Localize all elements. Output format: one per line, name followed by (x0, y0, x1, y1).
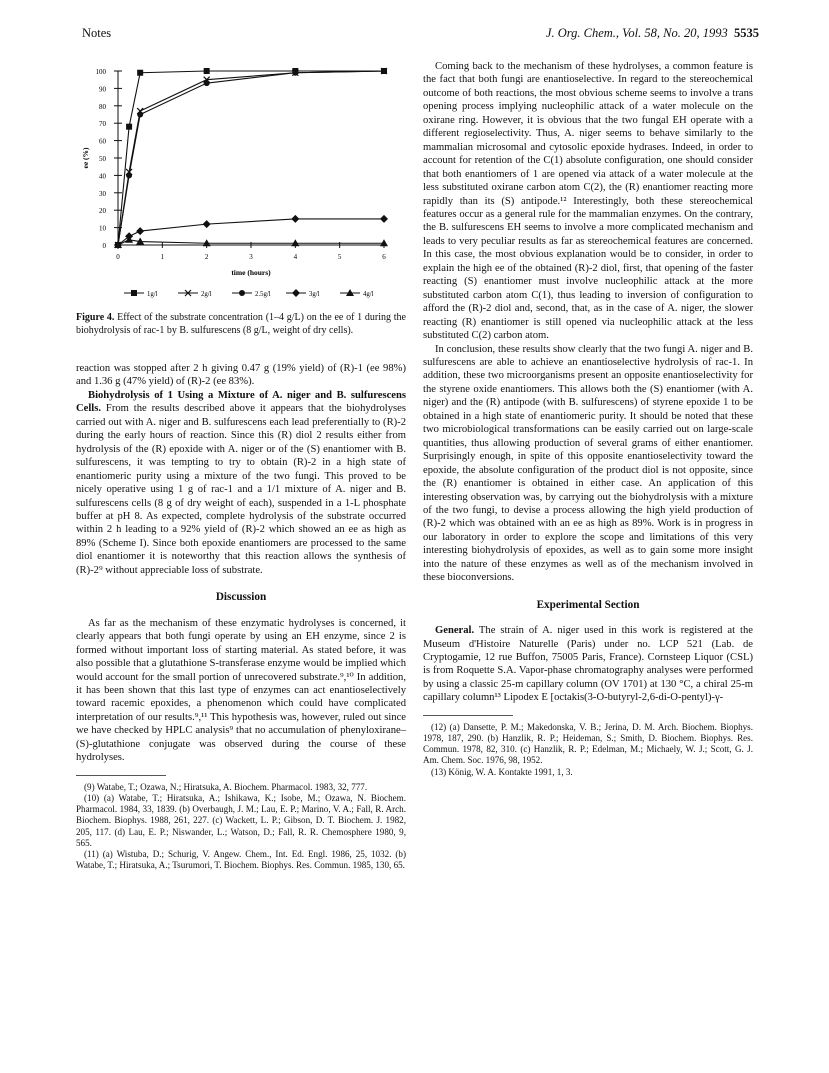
figure-caption-text: Effect of the substrate concentration (1–4 g/L) on the ee of 1 during the biohydrolysis of rac-1 by B. sulfurescens (8 g/L, weight of dry cells). (76, 312, 407, 336)
data-point (381, 68, 387, 74)
y-tick-label: 30 (99, 189, 106, 198)
data-point (137, 112, 143, 118)
footnote: (12) (a) Dansette, P. M.; Makedonska, V. B.; Jerina, D. M. Arch. Biochem. Biophys. 1978, 187, 290. (b) Hanzlik, R. P.; Heideman, S.; Smith, D. Biochem. Biophys. Res. Commun. 1978, 82, 310. (c) Hanzlik, R. P.; Edelman, M.; Michaely, W. J.; Scott, G. J. Am. Chem. Soc. 1976, 98, 1952. (423, 721, 753, 766)
x-tick-label: 4 (293, 253, 298, 261)
y-tick-label: 20 (99, 207, 106, 216)
subsection-heading: General. (435, 625, 475, 637)
data-point (136, 227, 144, 235)
legend-marker (239, 290, 245, 296)
ee-vs-time-chart (76, 55, 406, 310)
footnote-divider (76, 775, 166, 776)
y-tick-label: 10 (99, 224, 106, 233)
x-axis-title: time (hours) (231, 268, 271, 277)
paragraph (423, 624, 753, 705)
data-point (126, 124, 132, 130)
data-point (203, 220, 211, 228)
legend-label: 2.5g/l (255, 291, 271, 298)
x-tick-label: 2 (204, 253, 209, 261)
series-line-3 (118, 219, 384, 245)
paragraph: reaction was stopped after 2 h giving 0.47 g (19% yield) of (R)-1 (ee 98%) and 1.36 g (47% yield) of (R)-2 (ee 83%). (76, 363, 406, 388)
paragraph: Coming back to the mechanism of these hydrolyses, a common feature is the fact that both fungi are enantioselective. In regard to the stereochemical outcome of both reactions, the most obvious scheme seems to involve a trans opening process implying nucleophilic attack of a water molecule on the oxirane ring. However, it is obvious that the two fungal EH operate with a different regioselectivity. Thus, A. niger seems to behave similarly to the mammalian microsomal and cytosolic epoxide hydrases. Indeed, in order to account for retention of the C(1) absolute configuration, one should consider that both enantiomers of 1 are opened via attack of a water molecule at the less substituted oxirane carbon atom C(2), the (R) enantiomer reacting more rapidly than its (S) antipode.¹² Interestingly, both these stereochemical features occur as a general rule for the mammalian enzymes. On the contrary, the B. sulfurescens EH seems to involve a more complicated mechanism and leads to very peculiar results as far as stereochemical features are concerned. In this case, the most obvious explanation would be to consider, in order to explain the high ee of the obtained (R)-2 diol, first, that opening of the faster reacting (S) enantiomer must involve nucleophilic attack at the more substituted carbon atom C(1), thus leading to inversion of configuration to afford the (R)-2 diol and, second, that, as in the case of A. niger, the slower reacting (R) enantiomer is still opened via nucleophilic attack at the less substituted C(2) carbon atom. (423, 61, 753, 342)
y-tick-label: 0 (102, 242, 106, 250)
footnote: (13) König, W. A. Kontakte 1991, 1, 3. (431, 766, 573, 777)
right-column (423, 60, 753, 778)
section-heading-experimental: Experimental Section (536, 598, 640, 611)
figure-caption (76, 312, 406, 337)
data-point (292, 70, 298, 76)
paragraph-text: The strain of A. niger used in this work is registered at the Museum d'Histoire Naturelle (Paris) under no. LCP 521 (Lab. de Cryptogamie, 12 rue Buffon, 75005 Paris, France). Cornsteep Liquor (CSL) is from Roquette S.A. Vapor-phase chromatography analyses were performed by using a classic 25-m capillary column (OV 1701) at 130 °C, a chiral 25-m capillary column¹³ Lipodex E [octakis(3-O-butyryl-2,6-di-O-pentyl)-γ- (423, 625, 753, 704)
footnote: (9) Watabe, T.; Ozawa, N.; Hiratsuka, A. Biochem. Pharmacol. 1983, 32, 777. (84, 781, 368, 792)
journal-citation: J. Org. Chem., Vol. 58, No. 20, 1993 (545, 26, 728, 40)
legend-marker (131, 290, 137, 296)
legend-label: 2g/l (201, 291, 212, 298)
paragraph: In conclusion, these results show clearly that the two fungi A. niger and B. sulfurescens are able to achieve an enantioselective hydrolysis of rac-1. In addition, these two microorganisms present an opposite enantioselectivity for the styrene oxide enantiomers. This allows both the (S) enantiomer (with A. niger) and the (R) antipode (with B. sulfurescens) of styrene epoxide 1 to be obtained in a high state of enantiomeric purity. It should be noted that these two microbiological transformations can be easily carried out on large-scale quantities, thus allowing production of several grams of either enantiomer. Surprisingly enough, in spite of this opposite enantioselectivity toward the epoxide, the absolute configuration of the product diol is not opposite, since the (R) enantiomer is obtained in either case. An application of this interesting observation was, by carrying out the biohydrolysis with a mixture of the two fungi, to devise a process allowing the high yield production of (R)-2 which was obtained with an ee as high as 89%. Work is in progress in our laboratory in order to explore the scope and limitations of this very interesting biohydrolysis of epoxides, as well as to gain some more insight into the nature of these enzymes as well as of the mechanism involved in these bioconversions. (423, 343, 753, 584)
y-tick-label: 100 (95, 68, 106, 76)
footnote: (10) (a) Watabe, T.; Hiratsuka, A.; Ishikawa, K.; Isobe, M.; Ozawa, N. Biochem. Pharmacol. 1984, 33, 1839. (b) Overbaugh, J. M.; Lau, E. P.; Marino, V. A.; Fall, R. Arch. Biochem. Biophys. 1988, 261, 227. (c) Wackett, L. P.; Gibson, D. T. Biochem. J. 1982, 205, 117. (d) Lau, E. P.; Niswander, L.; Watson, D.; Fall, R. R. Chemosphere 1980, 9, 565. (76, 792, 406, 848)
data-point (291, 215, 299, 223)
subsection-heading: Biohydrolysis of 1 Using a Mixture of A. niger and B. sulfurescens Cells. (76, 389, 406, 415)
y-tick-label: 60 (99, 137, 106, 146)
paragraph-text: From the results described above it appears that the biohydrolyses carried out with A. niger and B. sulfurescens each lead preferentially to (R)-2 during the early hours of reaction. Since this (R) diol 2 results either from hydrolysis of the (R) epoxide with A. niger or of the (S) enantiomer with B. sulfurescens, it was tempting to try to obtain (R)-2 in a high state of enantiomeric purity using a mixture of the two fungi. This proved to be nicely operative using 1 g of rac-1 and a 1/1 mixture of A. niger and B. sulfurescens cells (8 g of dry weight of each), suspended in a 1-L phosphate buffer at pH 8. As expected, complete hydrolysis of the substrate occurred within 2 h leading to a 92% yield of (R)-2 which showed an ee as high as 89% (Scheme I). Since both epoxide enantiomers are processed to the same diol enantiomer it is noteworthy that this reaction allows the synthesis of (R)-2⁹ without appreciable loss of substrate. (76, 403, 406, 576)
data-point (380, 215, 388, 223)
legend-label: 3g/l (309, 291, 320, 298)
paragraph: As far as the mechanism of these enzymatic hydrolyses is concerned, it clearly appears that both fungi operate by using an EH enzyme, since 2 is formed without important loss of starting material. As stated before, it was also possible that a glutathione S-transferase enzyme would be implied which would account for the small portion of unrecovered substrate.⁹,¹⁰ In addition, it has been shown that this last type of enzymes can act enantioselectively toward racemic epoxides, a phenomenon which could have complicated interpretation of our results.⁹,¹¹ This hypothesis was, however, ruled out since we have checked by HPLC analysis⁹ that no accumulation of phenyloxirane–(S)-glutathione conjugate was observed during the course of these hydrolyses. (76, 617, 406, 764)
legend-marker (292, 289, 300, 297)
running-header-left: Notes (82, 26, 112, 40)
legend-label: 4g/l (363, 291, 374, 298)
running-header-right (546, 26, 759, 41)
footnotes (423, 722, 753, 778)
x-tick-label: 6 (382, 253, 386, 261)
x-tick-label: 5 (337, 253, 342, 261)
y-axis-title: ee (%) (81, 147, 90, 169)
legend-label: 1g/l (147, 291, 158, 298)
figure-label: Figure 4. (76, 312, 115, 323)
y-tick-label: 80 (99, 102, 106, 111)
y-tick-label: 90 (99, 85, 106, 94)
left-column (76, 362, 406, 871)
footnote-divider (423, 715, 513, 716)
y-tick-label: 40 (99, 172, 106, 181)
section-heading-discussion: Discussion (215, 591, 267, 604)
footnote: (11) (a) Wistuba, D.; Schurig, V. Angew. Chem., Int. Ed. Engl. 1986, 25, 1032. (b) Watabe, T.; Hiratsuka, A.; Tsurumori, T. Biochem. Biophys. Res. Commun. 1985, 130, 65. (76, 848, 406, 871)
y-tick-label: 50 (99, 155, 106, 163)
x-tick-label: 3 (249, 253, 253, 261)
data-point (204, 80, 210, 86)
data-point (137, 70, 143, 76)
paragraph (76, 389, 406, 577)
x-tick-label: 0 (116, 253, 120, 261)
page-number: 5535 (734, 26, 759, 40)
figure-4 (76, 55, 406, 310)
data-point (204, 68, 210, 74)
x-tick-label: 1 (160, 253, 165, 261)
y-tick-label: 70 (99, 120, 106, 129)
data-point (126, 172, 132, 178)
footnotes (76, 782, 406, 872)
